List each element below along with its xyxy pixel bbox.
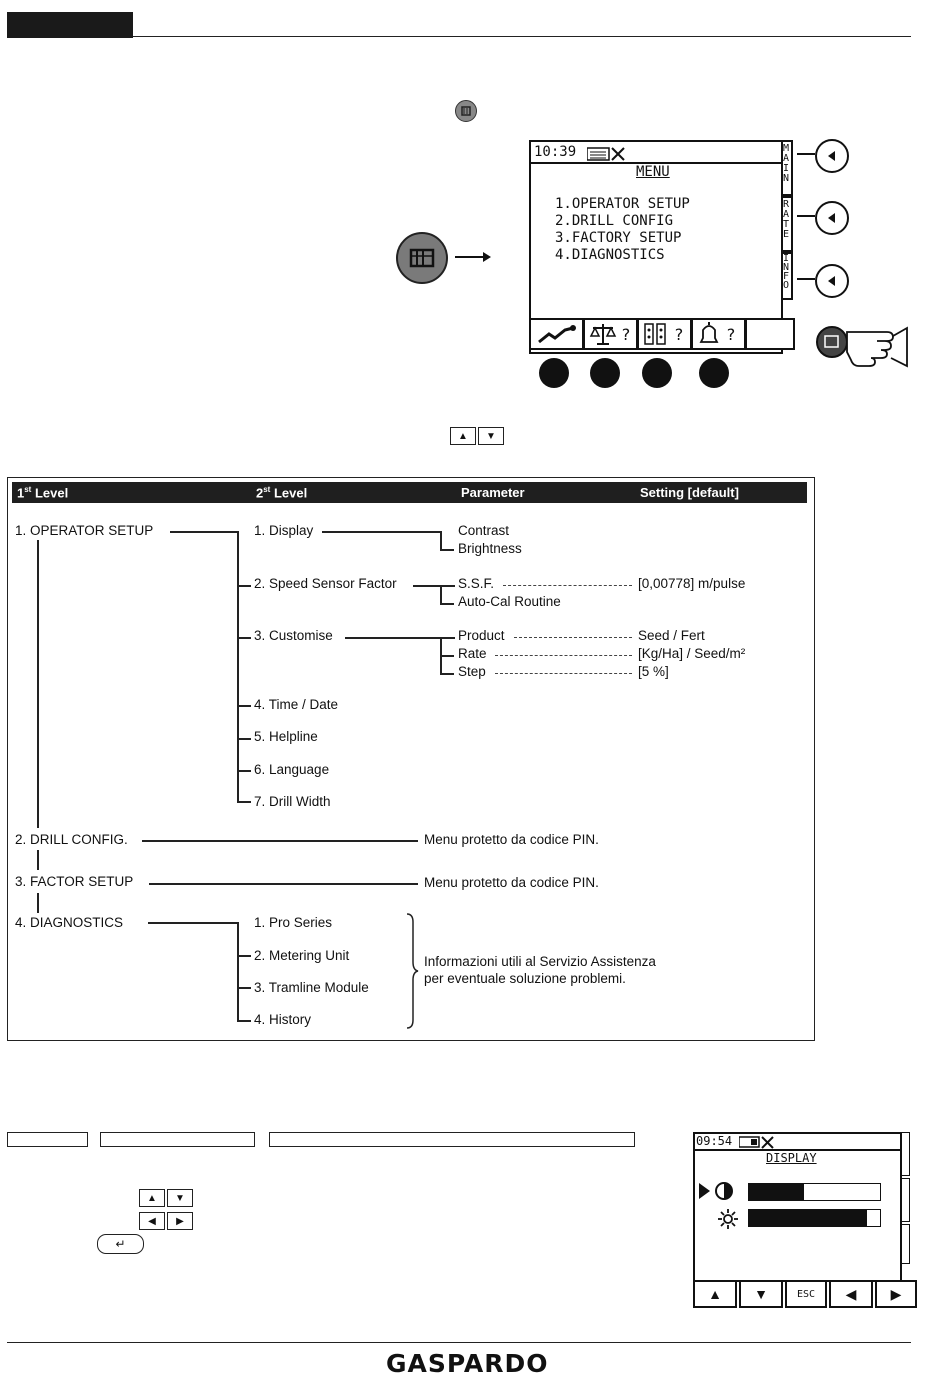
sub-drill-width: 7. Drill Width [254,794,331,809]
softkey-scale-question[interactable] [583,318,638,350]
section-box [100,1132,255,1147]
tree-line [413,585,455,587]
tree-line [237,770,251,772]
sub-language: 6. Language [254,762,330,777]
tree-line [440,603,454,605]
left-arrow-icon: ◀ [139,1212,165,1230]
param-contrast: Contrast [458,523,510,538]
header-setting: Setting [default] [640,485,739,500]
contrast-bar[interactable] [748,1183,881,1201]
connector-line [797,153,815,155]
diag-note-line2: per eventuale soluzione problemi. [424,971,626,986]
sub-time-date: 4. Time / Date [254,697,339,712]
lcd-title: MENU [636,164,670,180]
diag-pro-series: 1. Pro Series [254,915,333,930]
callout-dot [539,358,569,388]
diag-note-line1: Informazioni utili al Servizio Assistenza [424,954,656,969]
table-header [12,482,807,503]
seed-question-icon [639,320,690,348]
side-tab-rate[interactable]: R A T E [781,196,793,252]
softkey-right[interactable]: ▶ [875,1280,917,1308]
param-brightness: Brightness [458,541,522,556]
callout-dot [699,358,729,388]
dashed-leader [503,585,632,586]
sub-display: 1. Display [254,523,314,538]
section-box [269,1132,635,1147]
callout-dot [642,358,672,388]
setting-rate: [Kg/Ha] / Seed/m² [638,646,746,661]
tree-line [322,531,441,533]
diag-history: 4. History [254,1012,312,1027]
updown-keys [139,1189,193,1207]
sun-icon [717,1208,739,1235]
lcd-menu-item[interactable]: 1.OPERATOR SETUP [555,196,690,212]
param-rate: Rate [458,646,487,661]
tree-line [440,673,454,675]
leftright-keys [139,1212,193,1230]
lcd-time: 09:54 [696,1134,733,1148]
menu-button[interactable] [396,232,448,284]
svg-text:?: ? [621,325,631,344]
sub-helpline: 5. Helpline [254,729,318,744]
main-softkey-button[interactable] [815,139,849,173]
lcd-menu-item[interactable]: 2.DRILL CONFIG [555,213,674,229]
header-rule [133,36,911,37]
section-box [7,1132,88,1147]
svg-text:?: ? [674,325,684,344]
down-arrow-icon: ▼ [167,1189,193,1207]
tree-line [440,655,454,657]
display-softkeys [693,1280,917,1308]
level1-drill-config: 2. DRILL CONFIG. [15,832,128,847]
level1-operator-setup: 1. OPERATOR SETUP [15,523,154,538]
updown-keys [450,427,504,445]
lcd-time: 10:39 [534,144,577,160]
softkey-seed-question[interactable] [637,318,692,350]
softkey-down[interactable]: ▼ [739,1280,783,1308]
level1-factor-setup: 3. FACTOR SETUP [15,874,134,889]
wrench-icon [531,320,582,348]
sub-customise: 3. Customise [254,628,333,643]
lcd-menu-item[interactable]: 3.FACTORY SETUP [555,230,682,246]
brand-logo: GASPARDO [386,1349,549,1378]
curly-brace [403,912,419,1035]
tree-line [37,850,39,870]
side-tab[interactable] [900,1132,910,1176]
hand-pointer-icon [815,326,910,375]
contrast-bar-fill [749,1184,804,1200]
tree-line [148,922,238,924]
selection-pointer-icon [699,1182,735,1205]
pin-note-drill: Menu protetto da codice PIN. [424,832,599,847]
footer-rule [7,1342,911,1343]
connector-line [797,278,815,280]
lcd-title: DISPLAY [766,1151,817,1165]
arrow-right-icon [455,250,491,269]
rate-softkey-button[interactable] [815,201,849,235]
tree-line [237,705,251,707]
tree-line [149,883,418,885]
menu-key-icon [455,100,477,122]
tree-line [170,531,238,533]
tree-line [237,955,251,957]
brightness-bar-fill [749,1210,867,1226]
down-arrow-icon: ▼ [478,427,504,445]
header-level2: 2st Level [256,485,308,501]
tree-line [142,840,418,842]
tree-line [237,922,239,1020]
diag-tramline-module: 3. Tramline Module [254,980,369,995]
param-ssf: S.S.F. [458,576,495,591]
bell-question-icon [693,320,744,348]
softkey-bell-question[interactable] [691,318,746,350]
softkey-left[interactable]: ◀ [829,1280,873,1308]
pin-note-factor: Menu protetto da codice PIN. [424,875,599,890]
lcd-menu-item[interactable]: 4.DIAGNOSTICS [555,247,665,263]
enter-key-icon: ↵ [97,1234,144,1254]
connector-line [797,215,815,217]
setting-product: Seed / Fert [638,628,705,643]
level1-diagnostics: 4. DIAGNOSTICS [15,915,124,930]
tree-line [237,531,239,801]
softkey-up[interactable]: ▲ [693,1280,737,1308]
display-lcd-screen [693,1132,902,1282]
param-product: Product [458,628,505,643]
tree-line [237,801,251,803]
setting-step: [5 %] [638,664,669,679]
svg-text:?: ? [726,325,736,344]
right-arrow-icon: ▶ [167,1212,193,1230]
side-tab-info[interactable]: I N F O [781,252,793,300]
up-arrow-icon: ▲ [450,427,476,445]
softkey-esc[interactable]: ESC [785,1280,827,1308]
side-tab[interactable] [900,1178,910,1222]
softkey-blank[interactable] [745,318,795,350]
header-level1: 1st Level [17,485,69,501]
tree-line [237,738,251,740]
param-autocal: Auto-Cal Routine [458,594,561,609]
dashed-leader [495,673,632,674]
brightness-bar[interactable] [748,1209,881,1227]
header-parameter: Parameter [461,485,525,500]
up-arrow-icon: ▲ [139,1189,165,1207]
tree-line [237,637,251,639]
tree-line [440,549,454,551]
tree-line [37,540,39,828]
tree-line [237,1020,251,1022]
scale-question-icon [585,320,636,348]
setting-ssf: [0,00778] m/pulse [638,576,746,591]
dashed-leader [514,637,632,638]
side-tab-main[interactable]: M A I N [781,140,793,196]
tree-line [237,987,251,989]
side-tab[interactable] [900,1224,910,1264]
sub-speed-sensor: 2. Speed Sensor Factor [254,576,397,591]
callout-dot [590,358,620,388]
tree-line [37,893,39,913]
softkey-wrench[interactable] [529,318,584,350]
tree-line [237,585,251,587]
info-softkey-button[interactable] [815,264,849,298]
tree-line [440,585,442,603]
dashed-leader [495,655,632,656]
param-step: Step [458,664,486,679]
tree-line [345,637,455,639]
tree-line [440,531,442,549]
header-block [7,12,133,38]
diag-metering-unit: 2. Metering Unit [254,948,350,963]
